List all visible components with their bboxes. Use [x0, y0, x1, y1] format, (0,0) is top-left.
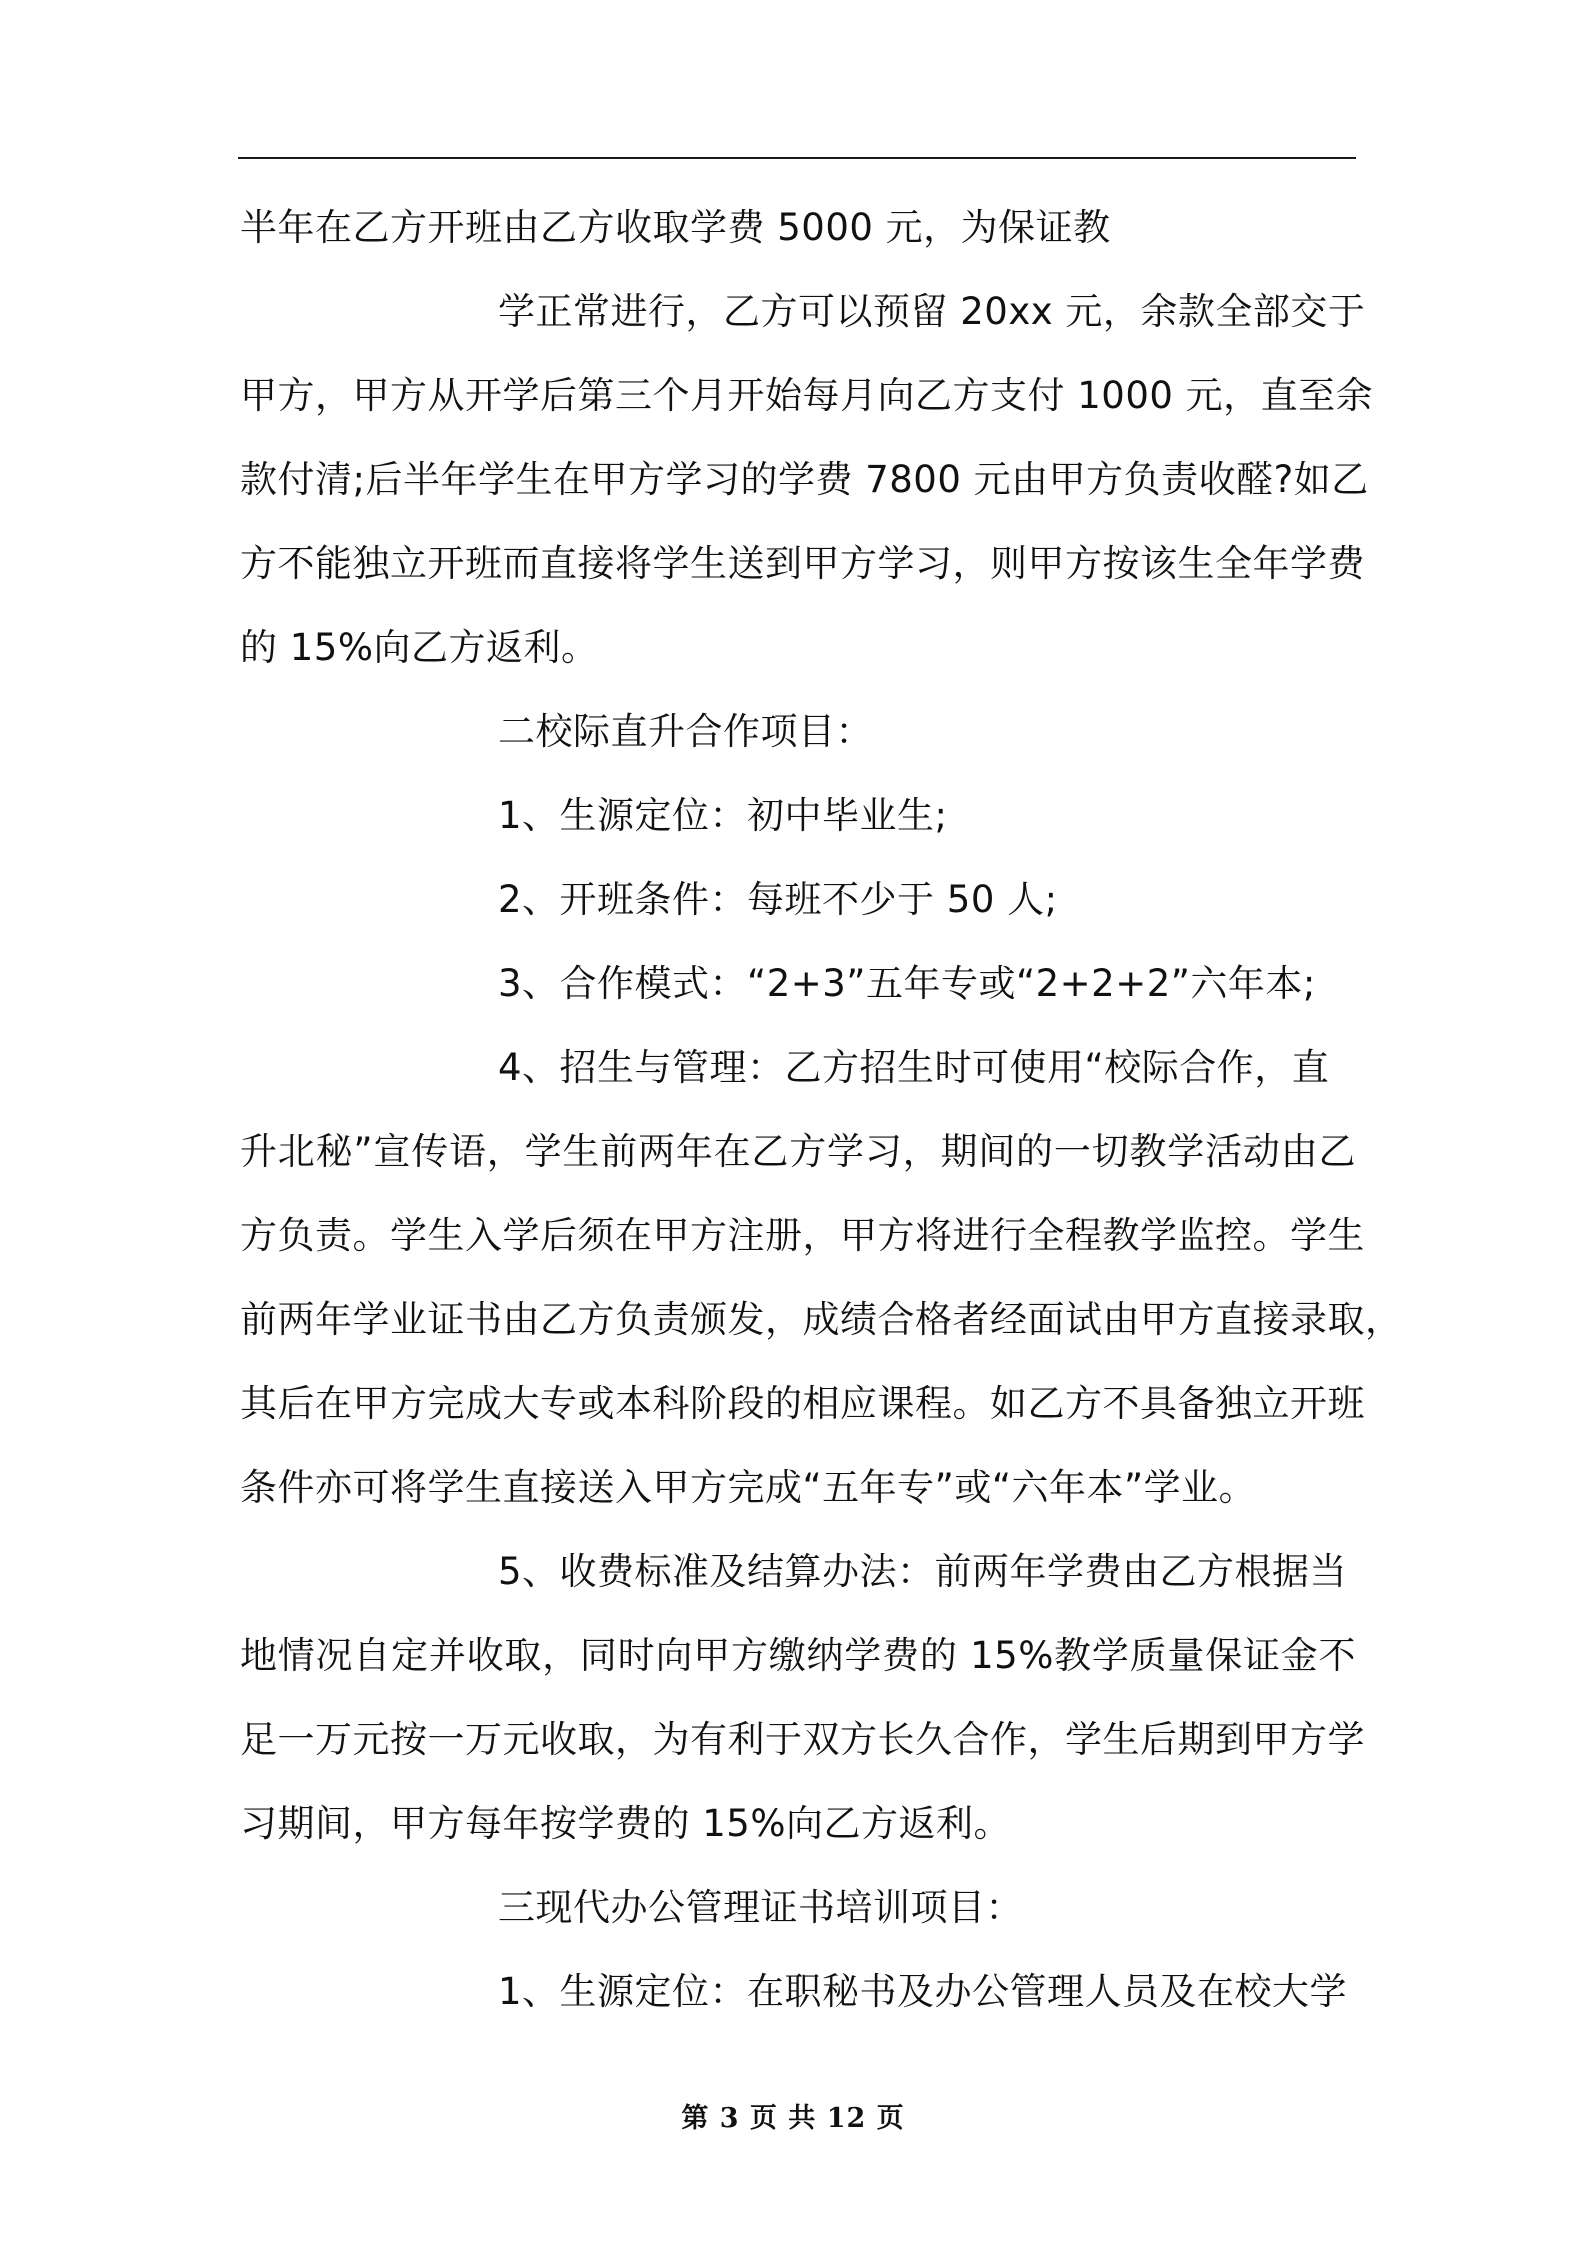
text-line-15: 其后在甲方完成大专或本科阶段的相应课程。如乙方不具备独立开班 [240, 1382, 1365, 1425]
text-line-2: 学正常进行，乙方可以预留 20xx 元，余款全部交于 [498, 290, 1366, 333]
text-line-13: 方负责。学生入学后须在甲方注册，甲方将进行全程教学监控。学生 [240, 1214, 1365, 1257]
section-heading-3: 三现代办公管理证书培训项目： [498, 1886, 1023, 1929]
text-line-6: 的 15%向乙方返利。 [240, 626, 599, 669]
text-line-4: 款付清;后半年学生在甲方学习的学费 7800 元由甲方负责收醛?如乙 [240, 458, 1369, 501]
text-line-20: 习期间，甲方每年按学费的 15%向乙方返利。 [240, 1802, 1011, 1845]
text-line-9: 2、开班条件：每班不少于 50 人; [498, 878, 1058, 921]
page-number: 第 3 页 共 12 页 [681, 2103, 905, 2134]
text-line-8: 1、生源定位：初中毕业生; [498, 794, 948, 837]
text-line-5: 方不能独立开班而直接将学生送到甲方学习，则甲方按该生全年学费 [240, 542, 1365, 585]
text-line-22: 1、生源定位：在职秘书及办公管理人员及在校大学 [498, 1970, 1348, 2013]
text-line-14: 前两年学业证书由乙方负责颁发，成绩合格者经面试由甲方直接录取， [240, 1298, 1403, 1341]
text-line-11: 4、招生与管理：乙方招生时可使用“校际合作，直 [498, 1046, 1330, 1089]
text-line-10: 3、合作模式：“2+3”五年专或“2+2+2”六年本; [498, 962, 1316, 1005]
text-line-17: 5、收费标准及结算办法：前两年学费由乙方根据当 [498, 1550, 1348, 1593]
section-heading-2: 二校际直升合作项目： [498, 710, 873, 753]
text-line-16: 条件亦可将学生直接送入甲方完成“五年专”或“六年本”学业。 [240, 1466, 1257, 1509]
text-line-18: 地情况自定并收取，同时向甲方缴纳学费的 15%教学质量保证金不 [240, 1634, 1356, 1677]
text-line-3: 甲方，甲方从开学后第三个月开始每月向乙方支付 1000 元，直至余 [240, 374, 1374, 417]
text-line-12: 升北秘”宣传语，学生前两年在乙方学习，期间的一切教学活动由乙 [240, 1130, 1356, 1173]
text-line-1: 半年在乙方开班由乙方收取学费 5000 元，为保证教 [240, 206, 1111, 249]
text-line-19: 足一万元按一万元收取，为有利于双方长久合作，学生后期到甲方学 [240, 1718, 1365, 1761]
header-rule [238, 157, 1356, 159]
